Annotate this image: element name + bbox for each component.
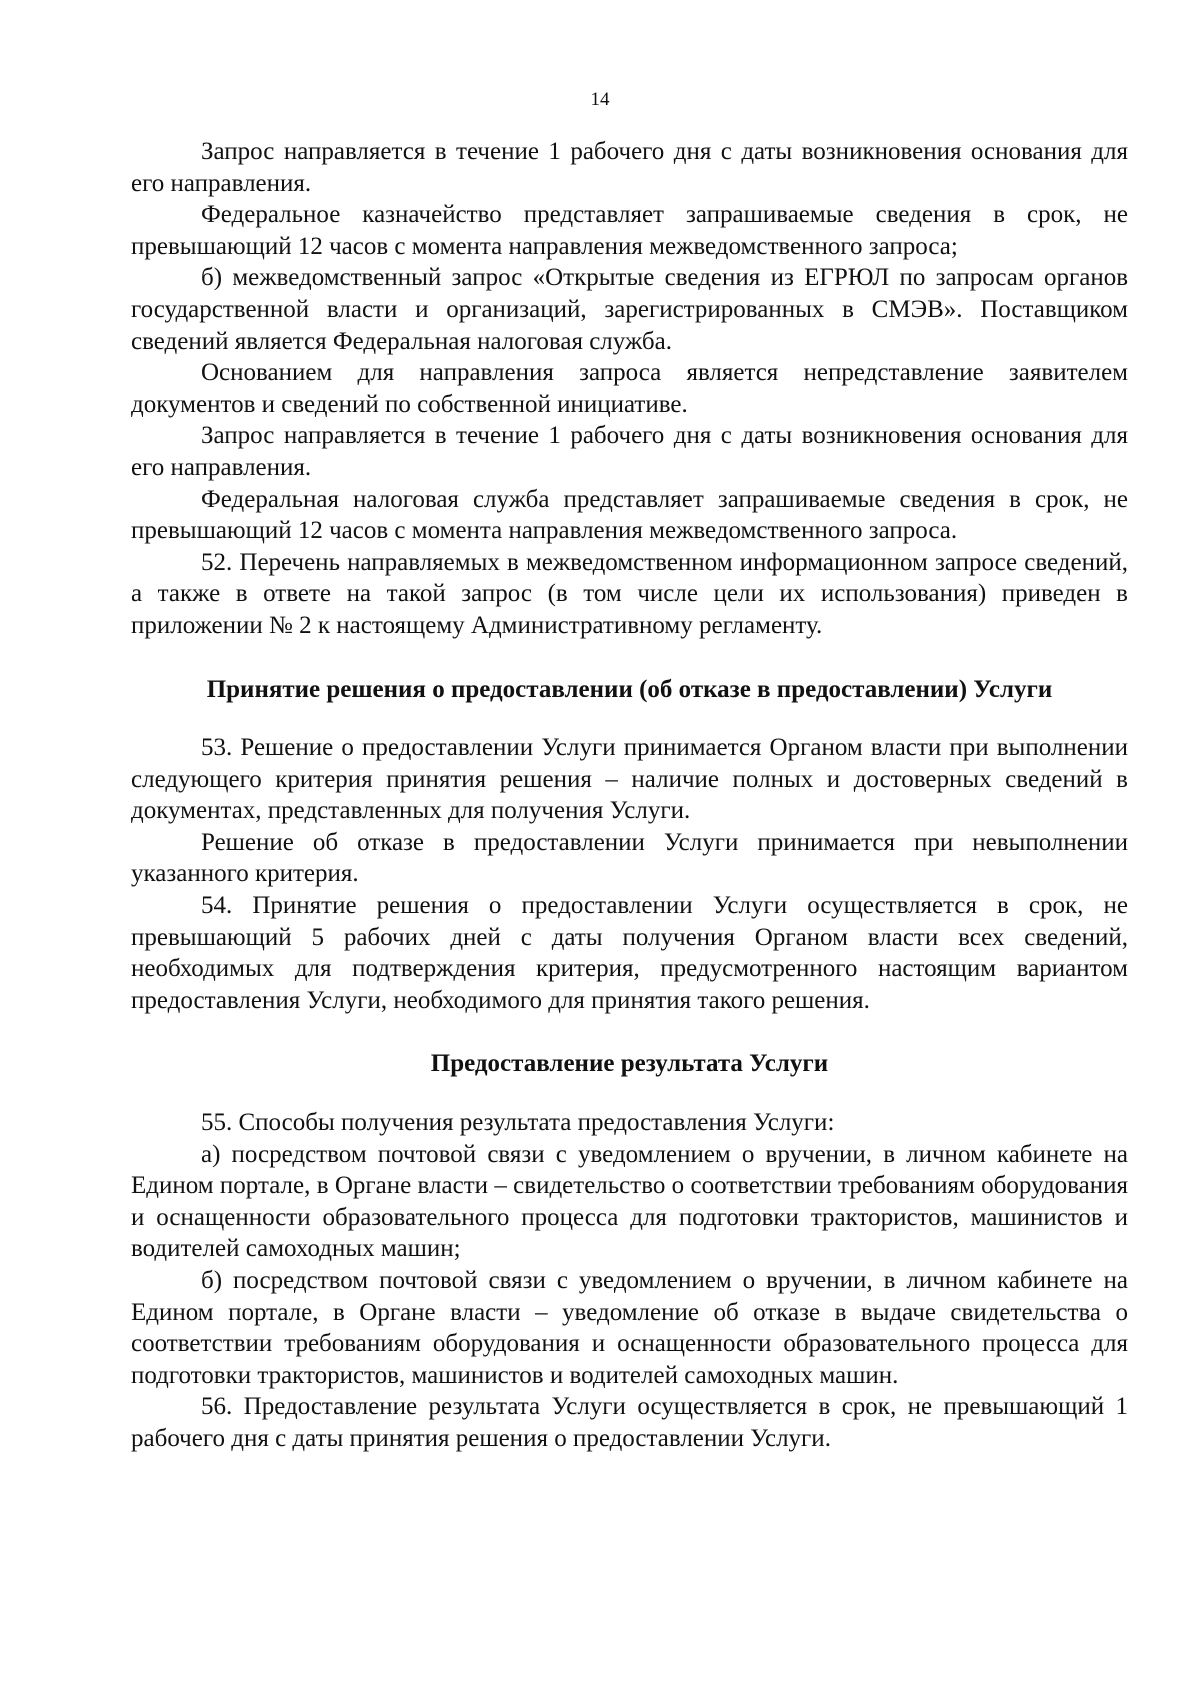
paragraph: б) посредством почтовой связи с уведомлением о вручении, в личном кабинете на Едином портале, в Органе власти – уведомление об отказе в выдаче свидетельства о соответствии требованиям оборудования и оснащенности образовательного процесса для подготовки трактористов, машинистов и водителей самоходных машин. <box>131 1267 1128 1389</box>
paragraph: 55. Способы получения результата предоставления Услуги: <box>201 1109 835 1137</box>
paragraph: Федеральное казначейство представляет запрашиваемые сведения в срок, не превышающий 12 часов с момента направления межведомственного запроса; <box>131 201 1128 260</box>
paragraph: Решение об отказе в предоставлении Услуги принимается при невыполнении указанного критерия. <box>131 828 1128 888</box>
section-heading-result: Предоставление результата Услуги <box>430 1050 829 1078</box>
document-body <box>131 136 1128 1455</box>
paragraph: Запрос направляется в течение 1 рабочего дня с даты возникновения основания для его направления. <box>131 422 1128 481</box>
paragraph: Основанием для направления запроса является непредставление заявителем документов и сведений по собственной инициативе. <box>131 359 1128 418</box>
section-heading-decision: Принятие решения о предоставлении (об отказе в предоставлении) Услуги <box>206 675 1053 703</box>
paragraph: а) посредством почтовой связи с уведомлением о вручении, в личном кабинете на Едином портале, в Органе власти – свидетельство о соответствии требованиям оборудования и оснащенности образовательного процесса для подготовки трактористов, машинистов и водителей самоходных машин; <box>131 1140 1128 1263</box>
paragraph: б) межведомственный запрос «Открытые сведения из ЕГРЮЛ по запросам органов государственной власти и организаций, зарегистрированных в СМЭВ». Поставщиком сведений является Федеральная налоговая служба. <box>131 264 1128 355</box>
paragraph: Запрос направляется в течение 1 рабочего дня с даты возникновения основания для его направления. <box>131 138 1128 197</box>
paragraph: 53. Решение о предоставлении Услуги принимается Органом власти при выполнении следующего критерия принятия решения – наличие полных и достоверных сведений в документах, представленных для получения Услуги. <box>131 734 1128 825</box>
paragraph: Федеральная налоговая служба представляет запрашиваемые сведения в срок, не превышающий 12 часов с момента направления межведомственного запроса. <box>131 485 1128 545</box>
page-number: 14 <box>590 89 610 110</box>
paragraph: 56. Предоставление результата Услуги осуществляется в срок, не превышающий 1 рабочего дня с даты принятия решения о предоставлении Услуги. <box>131 1393 1128 1452</box>
paragraph: 54. Принятие решения о предоставлении Услуги осуществляется в срок, не превышающий 5 рабочих дней с даты получения Органом власти всех сведений, необходимых для подтверждения критерия, предусмотренного настоящим вариантом предоставления Услуги, необходимого для принятия такого решения. <box>131 892 1128 1014</box>
paragraph: 52. Перечень направляемых в межведомственном информационном запросе сведений, а также в ответе на такой запрос (в том числе цели их использования) приведен в приложении № 2 к настоящему Административному регламенту. <box>131 548 1128 639</box>
